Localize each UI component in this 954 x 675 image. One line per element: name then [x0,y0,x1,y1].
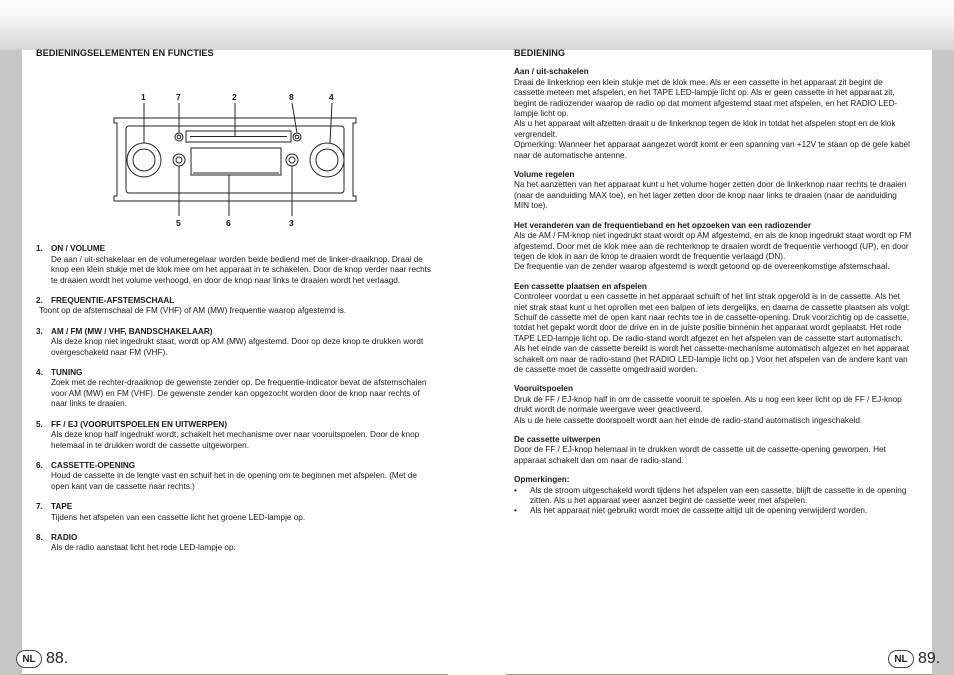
section-paragraph: Opmerking: Wanneer het apparaat aangezet wordt komt er een spanning van +12V te staan op de gele kabel naar de automatische antenne. [514,140,910,160]
note-item: • Als de stroom uitgeschakeld wordt tijdens het afspelen van een cassette, blijft de cassette in de opening zitten. Als u het apparaat weer aanzet begint de cassette weer met afspelen. [530,486,914,507]
callout-label-4: 4 [329,92,334,103]
callout-label-6: 6 [226,218,231,229]
right-margin-bar [932,50,954,675]
language-badge: NL [16,650,42,668]
control-item-am-fm [36,327,436,358]
item-number: 8. [36,532,43,542]
section-paragraph: Als het einde van de cassette bereikt is wordt het cassette-mechanisme automatisch afgezet en het apparaat schakelt om naar de radio-stand (het RADIO LED-lampje licht op.) Voor het afspelen van de andere kant van de cassette moet de cassette omgedraaid worden. [514,344,910,374]
section-paragraph: Druk de FF / EJ-knop half in om de cassette vooruit te spoelen. Als u nog een keer licht op de FF / EJ-knop drukt wordt de normale weergave weer geactiveerd. [514,394,902,415]
right-page-column [514,48,914,517]
callout-label-3: 3 [289,218,294,229]
section-paragraph: Controleer voordat u een cassette in het apparaat schuift of het lint strak opgerold is in de cassette. Als het niet strak staat kunt u het oprollen met een balpen of iets dergelijks, en daarna de cassette plaatsen als volgt: [514,292,910,312]
section-power [514,67,914,161]
control-item-tuning [36,368,436,410]
page-number: 88. [46,650,69,667]
item-number: 6. [36,460,43,470]
callout-label-1: 1 [141,92,146,103]
section-title: Volume regelen [514,170,575,180]
item-title: AM / FM (MW / VHF, BANDSCHAKELAAR) [51,326,213,336]
item-description: Als deze knop niet ingedrukt staat, wordt op AM (MW) afgestemd. Door op deze knop te drukken wordt overgeschakeld naar FM (VHF). [51,337,424,357]
callout-label-2: 2 [232,92,237,103]
section-paragraph: Door de FF / EJ-knop helemaal in te drukken wordt de cassette uit de cassette-opening geworpen. Het apparaat schakelt dan om naar de radio-stand. [514,445,886,465]
notes-list [514,486,914,517]
section-volume [514,170,914,212]
control-item-ff-ej [36,420,436,451]
section-paragraph: Als u het apparaat wilt afzetten draait u de linkerknop tegen de klok in totdat het afspelen stopt en de klok vergrendelt. [514,119,896,139]
section-paragraph: Schuif de cassette met de open kant naar rechts toe in de cassette-opening. Druk voorzichtig op de cassette, totdat het gepakt wordt door de drive en in de juiste positie binnenin het apparaat wordt geplaatst. Het rode TAPE LED-lampje licht op. De radio-stand wordt afgezet en het afspelen van de cassette start automatisch. [514,312,910,343]
section-title: Aan / uit-schakelen [514,67,589,77]
control-item-tape [36,502,436,523]
section-frequency-band [514,221,914,273]
section-paragraph: De frequentie van de zender waarop afgestemd is wordt getoond op de overeenkomstige afstemschaal. [514,262,890,272]
control-item-frequency-scale [36,296,436,317]
item-description: Als de radio aanstaat licht het rode LED-lampje op. [51,543,236,553]
page-number: 89. [918,650,941,667]
item-number: 3. [36,326,43,336]
item-title: TUNING [51,368,83,378]
item-description: Als deze knop half ingedrukt wordt, schakelt het mechanisme over naar vooruitspoelen. Door de knop helemaal in te drukken wordt de cassette uitgeworpen. [51,430,420,450]
section-title: Het veranderen van de frequentieband en het opzoeken van een radiozender [514,220,812,230]
item-title: TAPE [51,502,73,512]
item-title: FF / EJ (VOORUITSPOELEN EN UITWERPEN) [51,419,228,429]
callout-label-5: 5 [176,218,181,229]
section-insert-cassette [514,282,914,376]
section-title: Vooruitspoelen [514,384,573,394]
section-paragraph: Na het aanzetten van het apparaat kunt u het volume hoger zetten door de linkerknop naar rechts te draaien (naar de aanduiding MAX toe), en het lager zetten door de knop naar links te draaien (naar de aanduiding MIN toe). [514,180,907,211]
radio-diagram [36,66,436,234]
item-title: FREQUENTIE-AFSTEMSCHAAL [51,296,175,306]
section-notes [514,475,914,517]
item-description: De aan / uit-schakelaar en de volumeregelaar worden beide bediend met de linker-draaiknop. Draai de knop een klein stukje met de klok mee om het apparaat in te schakelen. Door de knop verder naar rechts te draaien wordt het volume verhoogd, en door de knop naar links te draaien wordt het verlaagd. [51,254,432,285]
controls-heading: BEDIENINGSELEMENTEN EN FUNCTIES [36,48,214,58]
section-paragraph: Draai de linkerknop een klein stukje met de klok mee. Als er een cassette in het apparaat zit begint de cassette meteen met afspelen, en het TAPE LED-lampje licht op. Als er geen cassette in het apparaat zit, begint de radiozender waarop de radio op dat moment afgestemd staat met afspelen, en het RADIO LED-lampje licht op. [514,77,898,119]
notes-title: Opmerkingen: [514,475,570,485]
section-fast-forward [514,384,914,426]
left-margin-bar [0,50,22,675]
section-title: De cassette uitwerpen [514,435,601,444]
section-eject [514,435,914,466]
operation-heading: BEDIENING [514,48,566,58]
item-number: 1. [36,244,43,254]
item-title: RADIO [51,532,78,542]
item-description: Toont op de afstemschaal de FM (VHF) of AM (MW) frequentie waarop afgestemd is. [39,306,347,316]
item-title: ON / VOLUME [51,244,106,254]
left-page-column [36,48,436,554]
left-page-footer [16,648,68,670]
item-description: Tijdens het afspelen van een cassette licht het groene LED-lampje op. [51,512,306,522]
section-paragraph: Als u de hele cassette doorspoelt wordt aan het einde de radio-stand automatisch ingeschakeld. [514,415,863,425]
section-paragraph: Als de AM / FM-knop niet ingedrukt staat wordt op AM afgestemd, en als de knop ingedrukt staat wordt op FM afgestemd. Door met de klok mee aan de rechterknop te draaien wordt de frequentie verhoogd (UP), en door tegen de klok in aan de knop te draaien wordt de frequentie verlaagd (DN). [514,231,912,261]
item-title: CASSETTE-OPENING [51,460,136,470]
callout-label-7: 7 [176,92,181,103]
item-number: 5. [36,419,43,429]
item-description: Houd de cassette in de lengte vast en schuif het in de opening om te beginnen met afspelen. (Met de open kant van de cassette naar rechts.) [51,471,417,491]
item-number: 2. [36,296,43,306]
item-number: 4. [36,368,43,378]
top-banner [0,0,954,50]
section-title: Een cassette plaatsen en afspelen [514,281,647,291]
control-item-cassette-slot [36,461,436,492]
right-page-footer [888,648,940,670]
callout-label-8: 8 [289,92,294,103]
control-item-radio [36,533,436,554]
item-number: 7. [36,502,43,512]
note-item: • Als het apparaat niet gebruikt wordt moet de cassette altijd uit de opening verwijderd worden. [530,506,914,516]
control-item-on-volume [36,244,436,286]
language-badge: NL [888,650,914,668]
item-description: Zoek met de rechter-draaiknop de gewenste zender op. De frequentie-indicator bevat de afstemschalen voor AM (MW) en FM (VHF). De gewenste zender kan opgezocht worden door de knop naar rechts of naar links te draaien. [51,378,427,409]
